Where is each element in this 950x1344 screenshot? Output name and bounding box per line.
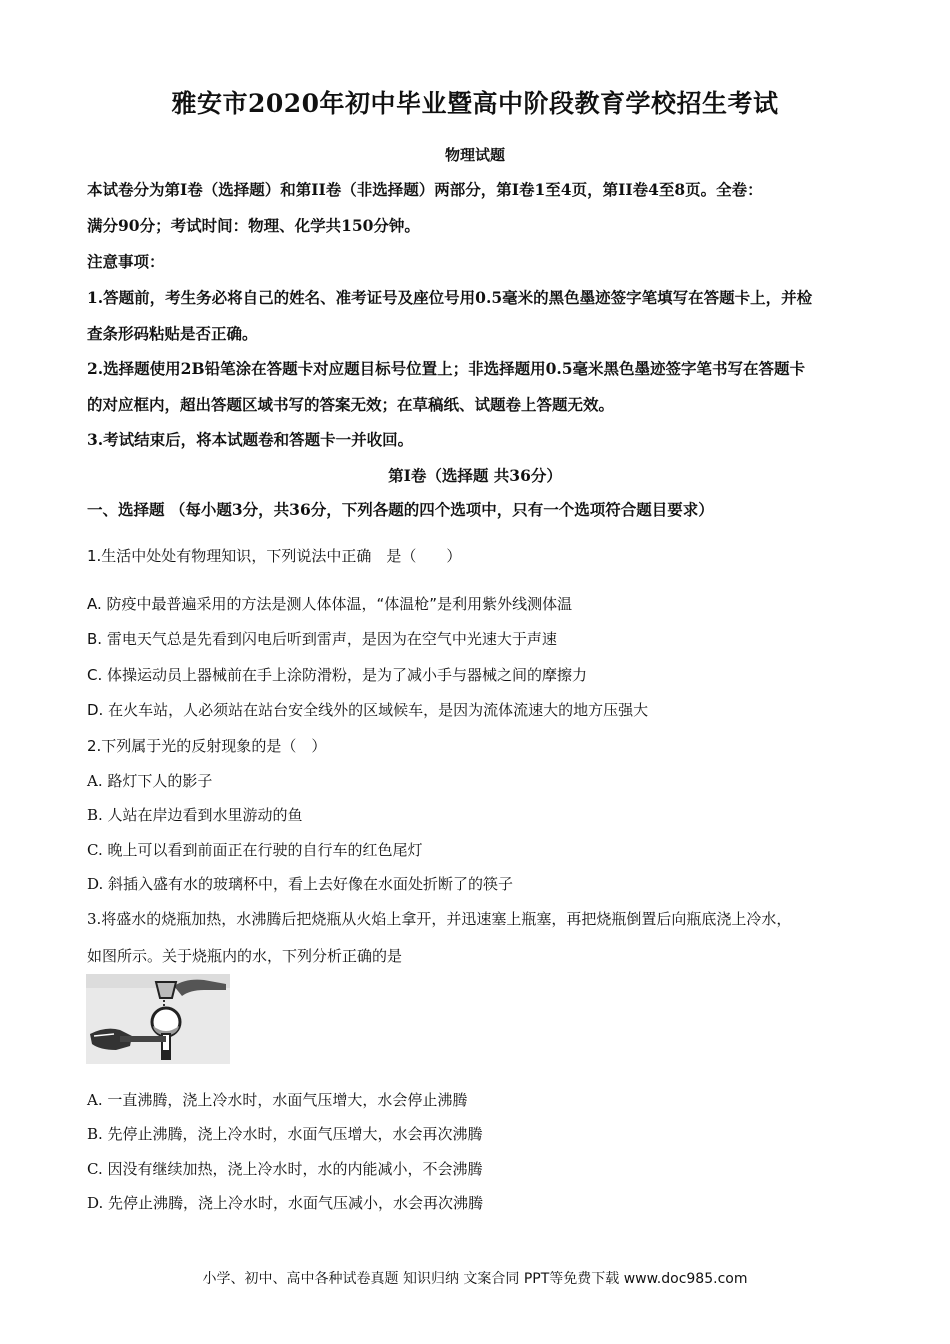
- question-3-option-d: D. 先停止沸腾，浇上冷水时，水面气压减小，水会再次沸腾: [87, 1194, 484, 1212]
- notes-heading: 注意事项：: [87, 252, 165, 271]
- question-3-stem-line-2: 如图所示。关于烧瓶内的水，下列分析正确的是: [87, 947, 403, 965]
- intro-line-2: 满分90分；考试时间：物理、化学共150分钟。: [87, 216, 420, 235]
- note-2-line-1: 2.选择题使用2B铅笔涂在答题卡对应题目标号位置上；非选择题用0.5毫米黑色墨迹签字笔书写在答题卡: [87, 359, 806, 378]
- question-3-stem-line-1: 3.将盛水的烧瓶加热，水沸腾后把烧瓶从火焰上拿开，并迅速塞上瓶塞，再把烧瓶倒置后向瓶底浇上冷水，: [87, 910, 792, 928]
- question-2-stem: 2.下列属于光的反射现象的是（ ）: [87, 737, 327, 755]
- part-title: 第I卷（选择题 共36分）: [388, 466, 562, 485]
- question-1-option-a: A. 防疫中最普遍采用的方法是测人体体温，“体温枪”是利用紫外线测体温: [87, 595, 573, 613]
- note-1-line-1: 1.答题前，考生务必将自己的姓名、准考证号及座位号用0.5毫米的黑色墨迹签字笔填写在答题卡上，并检: [87, 288, 813, 307]
- section-heading: 一、选择题 （每小题3分，共36分，下列各题的四个选项中，只有一个选项符合题目要求）: [87, 500, 714, 519]
- intro-line-1: 本试卷分为第I卷（选择题）和第II卷（非选择题）两部分，第I卷1至4页，第II卷4至8页。全卷：: [87, 180, 763, 199]
- note-3: 3.考试结束后，将本试题卷和答题卡一并收回。: [87, 430, 414, 449]
- question-3-option-b: B. 先停止沸腾，浇上冷水时，水面气压增大，水会再次沸腾: [87, 1125, 483, 1143]
- note-2-line-2: 的对应框内，超出答题区域书写的答案无效；在草稿纸、试题卷上答题无效。: [87, 395, 615, 414]
- question-1-option-d: D. 在火车站，人必须站在站台安全线外的区域候车，是因为流体流速大的地方压强大: [87, 701, 649, 719]
- question-1-option-c: C. 体操运动员上器械前在手上涂防滑粉，是为了减小手与器械之间的摩擦力: [87, 666, 588, 684]
- footer-text: 小学、初中、高中各种试卷真题 知识归纳 文案合同 PPT等免费下载 www.doc985.com: [202, 1271, 748, 1287]
- page-title: 雅安市2020年初中毕业暨高中阶段教育学校招生考试: [171, 89, 779, 118]
- question-1-option-b: B. 雷电天气总是先看到闪电后听到雷声，是因为在空气中光速大于声速: [87, 630, 557, 648]
- question-1-stem: 1.生活中处处有物理知识，下列说法中正确 是（ ）: [87, 547, 462, 565]
- note-1-line-2: 查条形码粘贴是否正确。: [87, 324, 258, 343]
- question-3-option-c: C. 因没有继续加热，浇上冷水时，水的内能减小，不会沸腾: [87, 1160, 483, 1178]
- question-2-option-a: A. 路灯下人的影子: [87, 772, 213, 790]
- question-2-option-d: D. 斜插入盛有水的玻璃杯中，看上去好像在水面处折断了的筷子: [87, 875, 514, 893]
- subject-title: 物理试题: [444, 146, 505, 164]
- question-2-option-b: B. 人站在岸边看到水里游动的鱼: [87, 806, 303, 824]
- question-3-option-a: A. 一直沸腾，浇上冷水时，水面气压增大，水会停止沸腾: [87, 1091, 468, 1109]
- flask-experiment-figure: [86, 974, 230, 1064]
- question-2-option-c: C. 晚上可以看到前面正在行驶的自行车的红色尾灯: [87, 841, 423, 859]
